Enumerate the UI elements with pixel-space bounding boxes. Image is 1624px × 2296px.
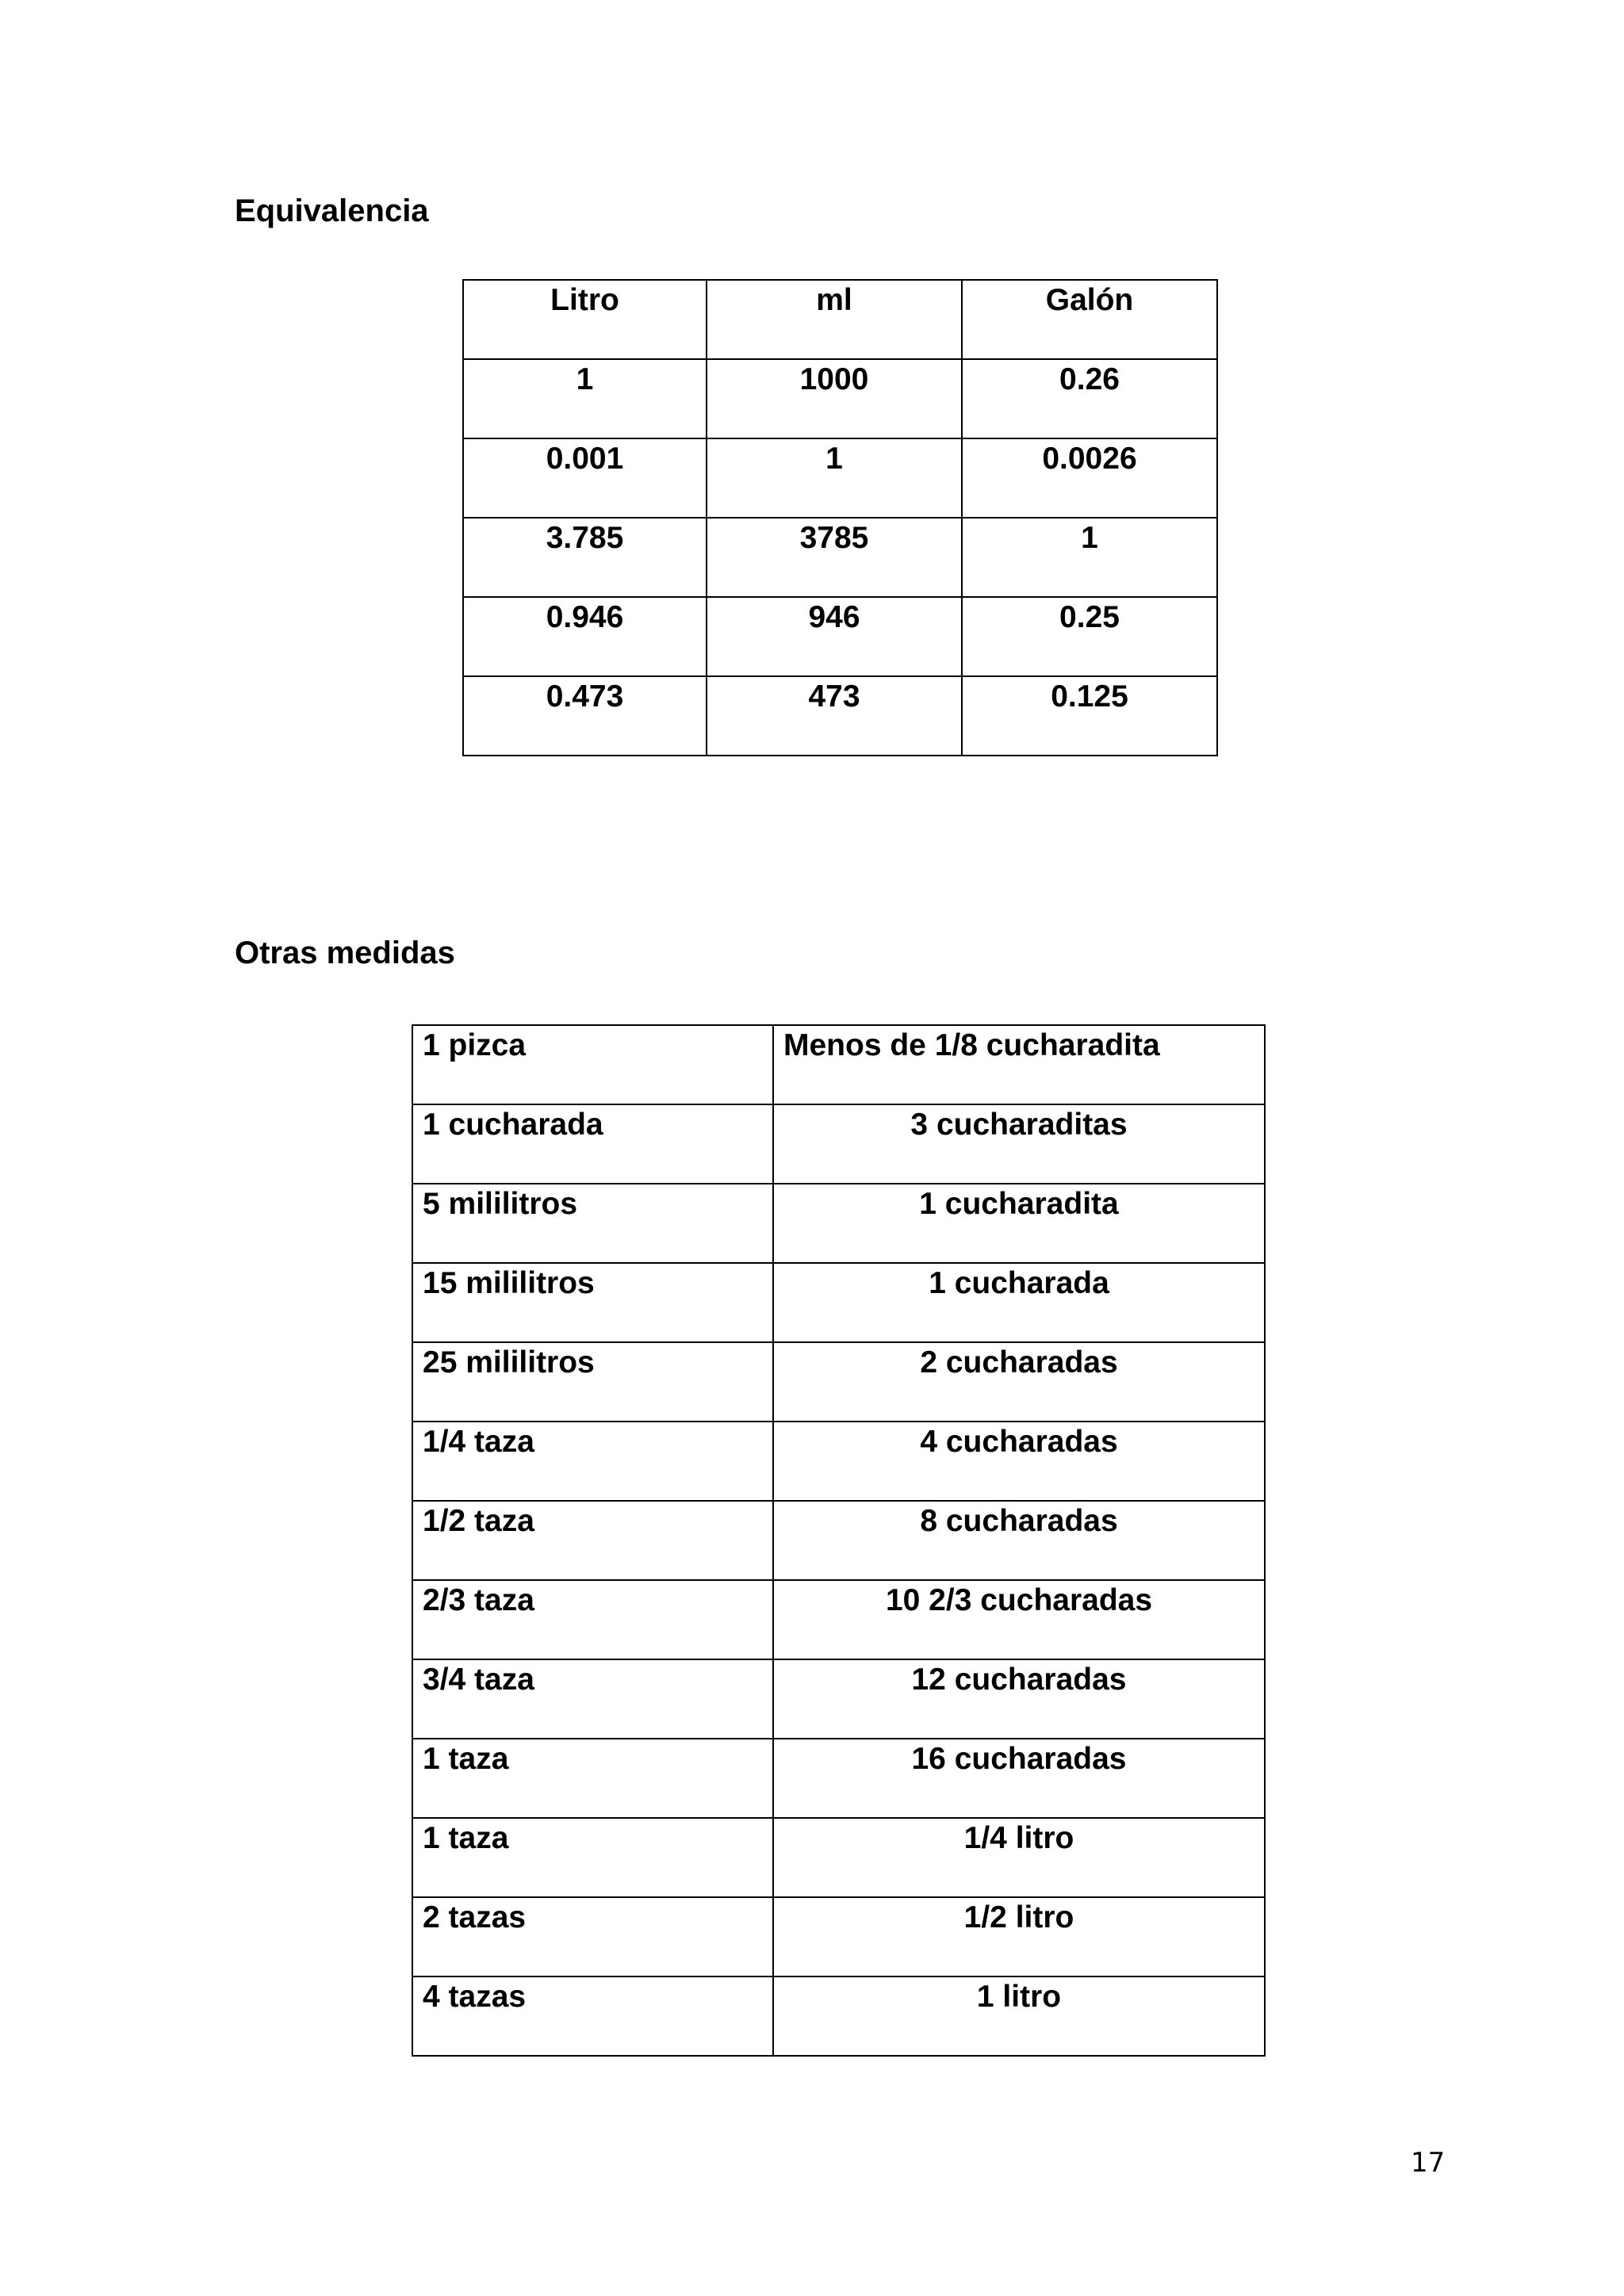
cell-galon: 0.0026 (962, 438, 1217, 518)
table-row (412, 1739, 1265, 1818)
measure-cell: 1 cucharada (412, 1104, 773, 1184)
measure-cell: 5 mililitros (412, 1184, 773, 1263)
table-row (412, 1184, 1265, 1263)
page-number: 17 (1411, 2147, 1446, 2179)
cell-litro: 1 (463, 359, 707, 438)
measure-cell: 2/3 taza (412, 1580, 773, 1659)
table-row (412, 1976, 1265, 2056)
table-row (412, 1501, 1265, 1580)
table-row (412, 1580, 1265, 1659)
equivalent-cell: 8 cucharadas (773, 1501, 1265, 1580)
equivalent-cell: Menos de 1/8 cucharadita (773, 1025, 1265, 1104)
measure-cell: 1 pizca (412, 1025, 773, 1104)
measure-cell: 15 mililitros (412, 1263, 773, 1342)
equivalence-heading: Equivalencia (235, 193, 429, 228)
table-row (412, 1342, 1265, 1422)
equivalent-cell: 2 cucharadas (773, 1342, 1265, 1422)
cell-galon: 0.26 (962, 359, 1217, 438)
equivalent-cell: 1/2 litro (773, 1897, 1265, 1976)
cell-litro: 0.946 (463, 597, 707, 676)
table-row (412, 1659, 1265, 1739)
cell-galon: 1 (962, 518, 1217, 597)
equivalence-header-row (463, 280, 1217, 359)
table-row (412, 1897, 1265, 1976)
measure-cell: 3/4 taza (412, 1659, 773, 1739)
table-row (412, 1818, 1265, 1897)
cell-litro: 0.001 (463, 438, 707, 518)
cell-galon: 0.25 (962, 597, 1217, 676)
equivalent-cell: 4 cucharadas (773, 1422, 1265, 1501)
measure-cell: 25 mililitros (412, 1342, 773, 1422)
cell-ml: 3785 (707, 518, 962, 597)
table-row (412, 1104, 1265, 1184)
other-measures-table (412, 1024, 1266, 2057)
measure-cell: 1/4 taza (412, 1422, 773, 1501)
measure-cell: 1 taza (412, 1818, 773, 1897)
header-ml: ml (707, 280, 962, 359)
cell-ml: 1 (707, 438, 962, 518)
header-litro: Litro (463, 280, 707, 359)
cell-litro: 3.785 (463, 518, 707, 597)
table-row (463, 518, 1217, 597)
cell-ml: 473 (707, 676, 962, 756)
table-row (412, 1025, 1265, 1104)
cell-litro: 0.473 (463, 676, 707, 756)
other-measures-heading: Otras medidas (235, 936, 455, 970)
measure-cell: 2 tazas (412, 1897, 773, 1976)
table-row (412, 1422, 1265, 1501)
cell-ml: 946 (707, 597, 962, 676)
measure-cell: 4 tazas (412, 1976, 773, 2056)
table-row (463, 438, 1217, 518)
table-row (412, 1263, 1265, 1342)
equivalence-table (462, 279, 1218, 756)
equivalent-cell: 3 cucharaditas (773, 1104, 1265, 1184)
header-galon: Galón (962, 280, 1217, 359)
cell-galon: 0.125 (962, 676, 1217, 756)
equivalent-cell: 10 2/3 cucharadas (773, 1580, 1265, 1659)
table-row (463, 597, 1217, 676)
cell-ml: 1000 (707, 359, 962, 438)
equivalent-cell: 1 cucharada (773, 1263, 1265, 1342)
table-row (463, 359, 1217, 438)
equivalent-cell: 1 cucharadita (773, 1184, 1265, 1263)
measure-cell: 1 taza (412, 1739, 773, 1818)
equivalent-cell: 1 litro (773, 1976, 1265, 2056)
equivalent-cell: 16 cucharadas (773, 1739, 1265, 1818)
table-row (463, 676, 1217, 756)
equivalent-cell: 12 cucharadas (773, 1659, 1265, 1739)
measure-cell: 1/2 taza (412, 1501, 773, 1580)
equivalent-cell: 1/4 litro (773, 1818, 1265, 1897)
